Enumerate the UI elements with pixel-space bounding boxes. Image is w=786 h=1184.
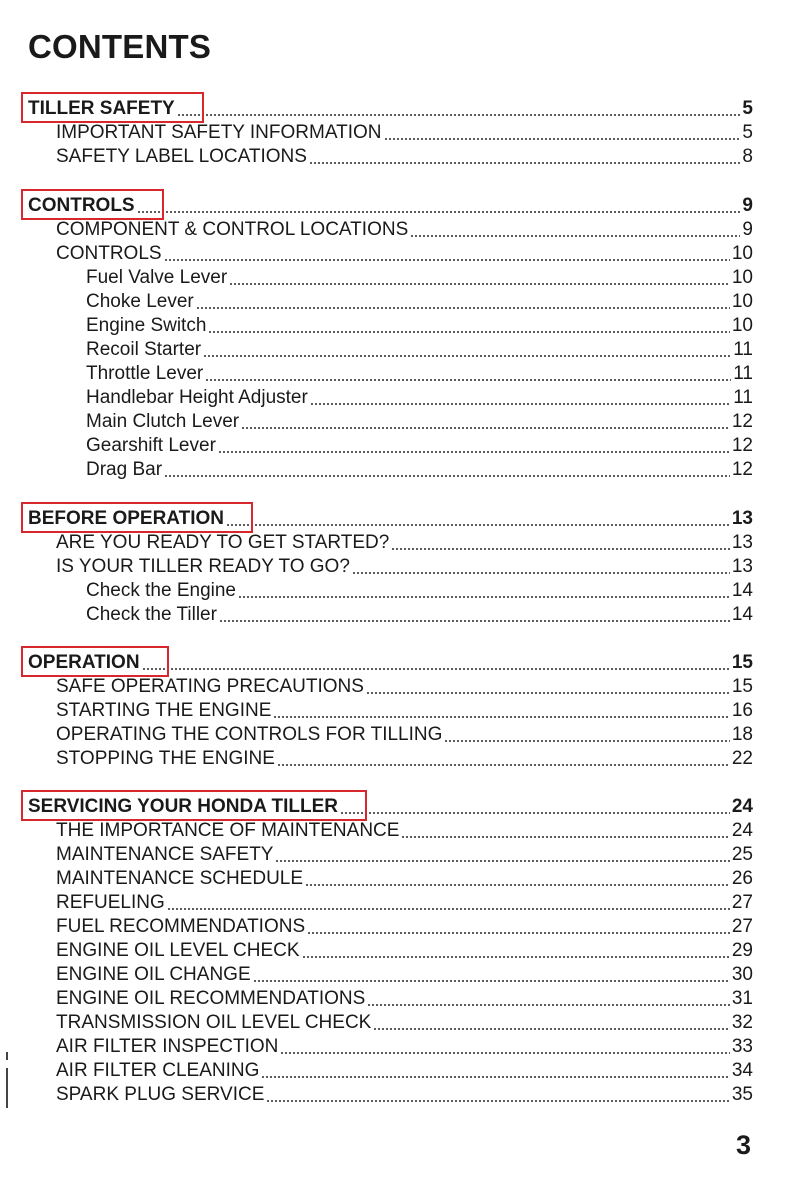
toc-entry[interactable] [56, 554, 753, 578]
dot-leader [302, 956, 730, 958]
toc-entry[interactable] [56, 144, 753, 168]
toc-page-number: 15 [731, 652, 753, 673]
toc-subentry[interactable] [86, 337, 753, 361]
toc-entry-title: Throttle Lever [86, 363, 204, 384]
toc-page-number: 16 [731, 700, 753, 721]
dot-leader [164, 475, 730, 477]
dot-leader [219, 620, 730, 622]
toc-entry-title: ENGINE OIL RECOMMENDATIONS [56, 988, 366, 1009]
toc-entry[interactable] [56, 530, 753, 554]
toc-entry[interactable] [56, 1082, 753, 1106]
dot-leader [309, 162, 740, 164]
toc-entry[interactable] [56, 938, 753, 962]
dot-leader [205, 379, 731, 381]
toc-page-number: 14 [731, 604, 753, 625]
toc-entry-title: CONTROLS [56, 243, 162, 264]
toc-page-number: 13 [731, 532, 753, 553]
dot-leader [167, 908, 730, 910]
dot-leader [307, 932, 730, 934]
dot-leader [229, 283, 730, 285]
dot-leader [241, 427, 730, 429]
toc-entry[interactable] [56, 866, 753, 890]
toc-page-number: 12 [731, 435, 753, 456]
dot-leader [261, 1076, 729, 1078]
toc-entry-title: MAINTENANCE SAFETY [56, 844, 274, 865]
toc-entry-title: SAFETY LABEL LOCATIONS [56, 146, 307, 167]
toc-entry[interactable] [56, 120, 753, 144]
dot-leader [384, 138, 741, 140]
toc-page-number: 33 [731, 1036, 753, 1057]
dot-leader [340, 812, 730, 814]
page-title: CONTENTS [28, 28, 212, 65]
toc-entry[interactable] [56, 818, 753, 842]
toc-entry-title: Engine Switch [86, 315, 207, 336]
section-highlight-box [21, 646, 169, 677]
toc-page-number: 5 [742, 122, 753, 143]
section-highlight-box [21, 502, 253, 533]
toc-entry-title: STOPPING THE ENGINE [56, 748, 275, 769]
section-highlight-box [21, 92, 204, 123]
toc-page-number: 34 [731, 1060, 753, 1081]
toc-entry-title: Handlebar Height Adjuster [86, 387, 308, 408]
toc-page-number: 11 [733, 363, 753, 384]
toc-entry-title: SAFE OPERATING PRECAUTIONS [56, 676, 364, 697]
toc-entry[interactable] [56, 746, 753, 770]
toc-page-number: 27 [731, 916, 753, 937]
toc-entry-title: Main Clutch Lever [86, 411, 240, 432]
toc-page-number: 15 [731, 676, 753, 697]
toc-entry-title: ENGINE OIL CHANGE [56, 964, 251, 985]
toc-page-number: 10 [731, 315, 753, 336]
dot-leader [137, 211, 741, 213]
toc-entry-title: Check the Engine [86, 580, 236, 601]
toc-entry-title: REFUELING [56, 892, 165, 913]
dot-leader [280, 1052, 729, 1054]
toc-page-number: 24 [731, 820, 753, 841]
toc-entry-title: TRANSMISSION OIL LEVEL CHECK [56, 1012, 372, 1033]
toc-entry-title: ENGINE OIL LEVEL CHECK [56, 940, 300, 961]
toc-page-number: 32 [731, 1012, 753, 1033]
toc-subentry[interactable] [86, 289, 753, 313]
toc-subentry[interactable] [86, 409, 753, 433]
toc-page-number: 11 [733, 339, 753, 360]
toc-page-number: 12 [731, 459, 753, 480]
toc-entry-title: OPERATING THE CONTROLS FOR TILLING [56, 724, 443, 745]
toc-entry-title: OPERATION [28, 652, 140, 673]
dot-leader [367, 1004, 730, 1006]
toc-entry[interactable] [56, 986, 753, 1010]
toc-entry[interactable] [56, 914, 753, 938]
toc-entry-title: Recoil Starter [86, 339, 202, 360]
toc-entry-title: Fuel Valve Lever [86, 267, 228, 288]
toc-entry-title: SERVICING YOUR HONDA TILLER [28, 796, 339, 817]
toc-entry[interactable] [56, 722, 753, 746]
toc-entry-title: COMPONENT & CONTROL LOCATIONS [56, 219, 409, 240]
toc-entry-title: FUEL RECOMMENDATIONS [56, 916, 306, 937]
toc-subentry[interactable] [86, 265, 753, 289]
section-highlight-box [21, 189, 164, 220]
dot-leader [142, 668, 730, 670]
toc-page-number: 13 [731, 556, 753, 577]
margin-mark [6, 1068, 8, 1108]
dot-leader [444, 740, 729, 742]
toc-subentry[interactable] [86, 433, 753, 457]
toc-page-number: 35 [731, 1084, 753, 1105]
toc-page-number: 27 [731, 892, 753, 913]
dot-leader [177, 114, 741, 116]
toc-page-number: 10 [731, 267, 753, 288]
toc-page-number: 14 [731, 580, 753, 601]
dot-leader [410, 235, 740, 237]
toc-page-number: 5 [742, 98, 753, 119]
toc-entry[interactable] [56, 217, 753, 241]
toc-entry-title: IS YOUR TILLER READY TO GO? [56, 556, 350, 577]
page-number: 3 [735, 1130, 751, 1160]
toc-page-number: 11 [733, 387, 753, 408]
dot-leader [310, 403, 731, 405]
toc-page-number: 10 [731, 243, 753, 264]
toc-entry[interactable] [56, 842, 753, 866]
dot-leader [238, 596, 730, 598]
toc-entry[interactable] [56, 674, 753, 698]
dot-leader [273, 716, 729, 718]
toc-page-number: 22 [731, 748, 753, 769]
dot-leader [218, 451, 730, 453]
toc-entry-title: AIR FILTER CLEANING [56, 1060, 260, 1081]
toc-entry-title: Drag Bar [86, 459, 163, 480]
toc-subentry[interactable] [86, 313, 753, 337]
margin-mark [6, 1052, 8, 1060]
toc-page-number: 29 [731, 940, 753, 961]
toc-entry-title: IMPORTANT SAFETY INFORMATION [56, 122, 382, 143]
toc-entry-title: STARTING THE ENGINE [56, 700, 272, 721]
toc-subentry[interactable] [86, 385, 753, 409]
toc-entry[interactable] [56, 241, 753, 265]
dot-leader [164, 259, 730, 261]
toc-entry-title: Choke Lever [86, 291, 194, 312]
dot-leader [391, 548, 730, 550]
dot-leader [352, 572, 730, 574]
dot-leader [277, 764, 730, 766]
dot-leader [266, 1100, 729, 1102]
dot-leader [208, 331, 729, 333]
dot-leader [275, 860, 729, 862]
dot-leader [253, 980, 730, 982]
dot-leader [366, 692, 730, 694]
dot-leader [226, 524, 730, 526]
dot-leader [373, 1028, 730, 1030]
dot-leader [203, 355, 731, 357]
toc-subentry[interactable] [86, 361, 753, 385]
toc-entry-title: Gearshift Lever [86, 435, 216, 456]
toc-entry-title: CONTROLS [28, 195, 135, 216]
toc-entry-title: MAINTENANCE SCHEDULE [56, 868, 304, 889]
toc-page-number: 18 [731, 724, 753, 745]
toc-subentry[interactable] [86, 457, 753, 481]
toc-page-number: 9 [742, 195, 753, 216]
toc-page-number: 10 [731, 291, 753, 312]
toc-page-number: 31 [731, 988, 753, 1009]
dot-leader [305, 884, 730, 886]
toc-page-number: 26 [731, 868, 753, 889]
toc-entry[interactable] [56, 1010, 753, 1034]
toc-entry[interactable] [56, 962, 753, 986]
section-highlight-box [21, 790, 367, 821]
toc-page-number: 30 [731, 964, 753, 985]
toc-subentry[interactable] [86, 578, 753, 602]
toc-page-number: 13 [731, 508, 753, 529]
toc-entry[interactable] [56, 1034, 753, 1058]
toc-entry[interactable] [56, 890, 753, 914]
toc-entry-title: TILLER SAFETY [28, 98, 175, 119]
toc-page-number: 25 [731, 844, 753, 865]
dot-leader [196, 307, 730, 309]
toc-entry-title: THE IMPORTANCE OF MAINTENANCE [56, 820, 400, 841]
toc-page-number: 9 [742, 219, 753, 240]
toc-entry[interactable] [56, 698, 753, 722]
toc-entry-title: Check the Tiller [86, 604, 217, 625]
toc-entry-title: SPARK PLUG SERVICE [56, 1084, 265, 1105]
toc-page-number: 12 [731, 411, 753, 432]
toc-subentry[interactable] [86, 602, 753, 626]
dot-leader [401, 836, 729, 838]
toc-entry-title: AIR FILTER INSPECTION [56, 1036, 279, 1057]
toc-page-number: 24 [731, 796, 753, 817]
toc-entry[interactable] [56, 1058, 753, 1082]
toc-page-number: 8 [742, 146, 753, 167]
toc-entry-title: ARE YOU READY TO GET STARTED? [56, 532, 390, 553]
toc-entry-title: BEFORE OPERATION [28, 508, 224, 529]
